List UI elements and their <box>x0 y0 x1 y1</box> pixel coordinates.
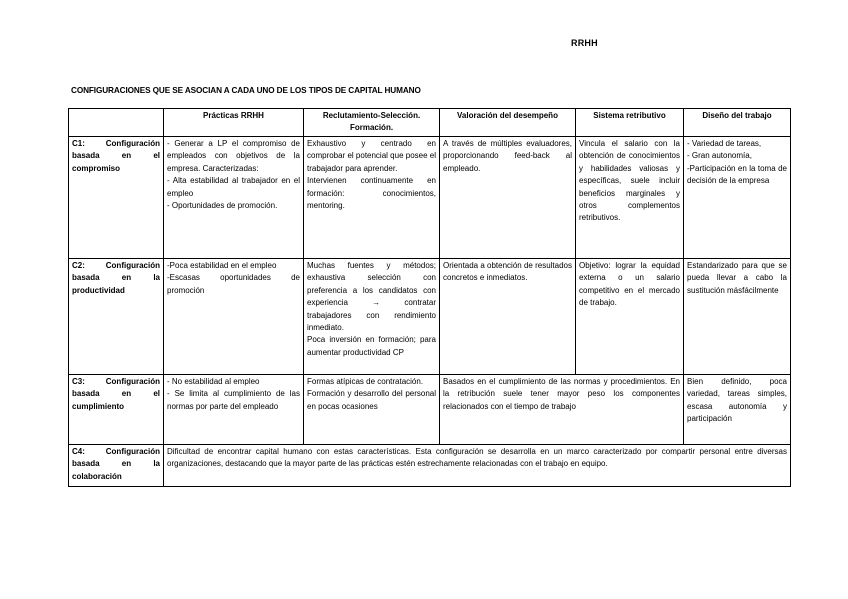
row-label: C4: Configuración basada en la colaboración <box>69 445 164 487</box>
table-row <box>69 445 791 487</box>
document-title: CONFIGURACIONES QUE SE ASOCIAN A CADA UNO DE LOS TIPOS DE CAPITAL HUMANO <box>71 86 421 95</box>
cell-line: - Variedad de tareas, <box>687 139 762 148</box>
cell-diseno <box>684 137 791 259</box>
configurations-table <box>68 108 791 487</box>
cell-line: Basados en el cumplimiento de las normas y procedimientos. En la retribución suele tener mayor peso los componentes relacionados con el tiempo de trabajo <box>443 377 680 411</box>
header-cell-valoracion: Valoración del desempeño <box>440 109 576 137</box>
cell-diseno <box>684 375 791 445</box>
cell-line: Exhaustivo y centrado en comprobar el potencial que posee el trabajador para aprender. <box>307 139 436 173</box>
cell-line: -Participación en la toma de decisión de la empresa <box>687 163 787 186</box>
cell-valoracion <box>440 259 576 375</box>
cell-line: A través de múltiples evaluadores, proporcionando feed-back al empleado. <box>443 139 572 173</box>
cell-line: Formas atípicas de contratación. <box>307 377 424 386</box>
cell-line: Bien definido, poca variedad, tareas simples, escasa autonomía y participación <box>687 377 787 424</box>
cell-line: - Oportunidades de promoción. <box>167 201 278 211</box>
cell-line: Formación y desarrollo del personal en pocas ocasiones <box>307 389 436 411</box>
page-header: RRHH <box>571 38 598 48</box>
row-label: C1: Configuración basada en el compromiso <box>69 137 164 259</box>
header-cell-diseno: Diseño del trabajo <box>684 109 791 137</box>
cell-practicas <box>164 137 304 259</box>
cell-line: Muchas fuentes y métodos; exhaustiva selección con preferencia a los candidatos con experiencia → contratar trabajadores con rendimiento inmediato. <box>307 261 436 333</box>
cell-line: Intervienen continuamente en formación: conocimientos, mentoring. <box>307 176 436 211</box>
header-cell-reclutamiento: Reclutamiento-Selección. Formación. <box>304 109 440 137</box>
cell-line: Orientada a obtención de resultados concretos e inmediatos. <box>443 261 572 283</box>
cell-line: -Poca estabilidad en el empleo <box>167 261 277 270</box>
cell-reclutamiento <box>304 375 440 445</box>
row-label: C2: Configuración basada en la productividad <box>69 259 164 375</box>
cell-sistema <box>576 259 684 375</box>
cell-reclutamiento <box>304 259 440 375</box>
cell-diseno <box>684 259 791 375</box>
cell-line: Vincula el salario con la obtención de conocimientos y habilidades valiosas y específicas, suele incluir beneficios marginales y otros complementos retributivos. <box>579 139 680 223</box>
cell-valoracion <box>440 137 576 259</box>
header-cell-sistema: Sistema retributivo <box>576 109 684 137</box>
cell-line: - Se limita al cumplimiento de las normas por parte del empleado <box>167 389 300 411</box>
cell-line: - Generar a LP el compromiso de empleados con objetivos de la empresa. Caracterizadas: <box>167 139 300 173</box>
cell-practicas <box>164 259 304 375</box>
cell-line: Estandarizado para que se pueda llevar a cabo la sustitución másfácilmente <box>687 261 787 295</box>
cell-line: - Alta estabilidad al trabajador en el empleo <box>167 176 300 198</box>
header-cell-practicas: Prácticas RRHH <box>164 109 304 137</box>
cell-practicas <box>164 375 304 445</box>
table-header-row <box>69 109 791 137</box>
table-row <box>69 375 791 445</box>
cell-line: -Escasas oportunidades de promoción <box>167 273 300 295</box>
table-row <box>69 137 791 259</box>
row-label: C3: Configuración basada en el cumplimiento <box>69 375 164 445</box>
cell-full-row: Dificultad de encontrar capital humano con estas características. Esta configuración se desarrolla en un marco caracterizado por compartir personal entre diversas organizaciones, destacando que la mayor parte de las prácticas estén estrechamente relacionadas con el trabajo en equipo. <box>164 445 791 487</box>
header-cell-empty <box>69 109 164 137</box>
cell-valoracion-sistema <box>440 375 684 445</box>
cell-line: Objetivo: lograr la equidad externa o un salario competitivo en el mercado de trabajo. <box>579 261 680 308</box>
cell-line: Poca inversión en formación; para aumentar productividad CP <box>307 335 436 357</box>
cell-line: - Gran autonomía, <box>687 151 752 161</box>
cell-sistema <box>576 137 684 259</box>
cell-reclutamiento <box>304 137 440 259</box>
cell-line: - No estabilidad al empleo <box>167 377 260 386</box>
table-row <box>69 259 791 375</box>
